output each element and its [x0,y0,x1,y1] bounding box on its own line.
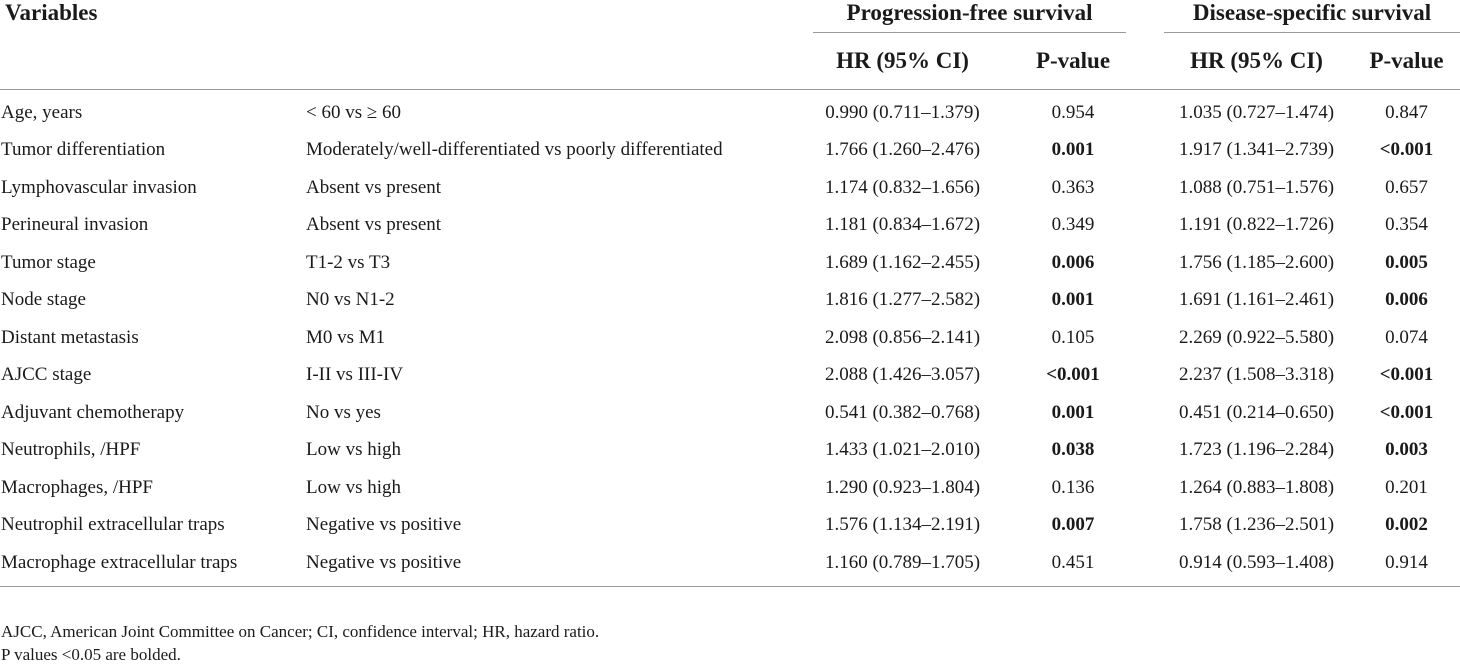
dss-pvalue-cell: 0.847 [1385,101,1428,123]
pfs-hr-cell: 2.088 (1.426–3.057) [824,364,981,386]
pfs-pvalue-cell: 0.363 [1051,176,1095,198]
comparison-cell: No vs yes [306,401,381,423]
comparison-cell: Absent vs present [306,176,442,198]
variable-cell: Lymphovascular invasion [1,176,197,198]
table-footnotes [1,620,599,666]
gap-cell [1128,357,1164,395]
dss-pvalue-cell: 0.201 [1385,476,1428,498]
abbreviations-footnote: AJCC, American Joint Committee on Cancer; CI, confidence interval; HR, hazard ratio. [1,622,600,641]
gap-cell [1128,244,1164,282]
pfs-group-header [805,0,1128,33]
dss-group-label: Disease-specific survival [1164,0,1460,33]
pfs-pvalue-cell: 0.006 [1051,251,1095,273]
blank-header-cell [0,33,300,90]
dss-hr-cell: 0.914 (0.593–1.408) [1164,544,1349,586]
gap-cell [1128,394,1164,432]
pfs-hr-cell: 1.181 (0.834–1.672) [824,214,981,236]
comparison-cell: N0 vs N1-2 [306,289,395,311]
comparison-cell: Moderately/well-differentiated vs poorly differentiated [306,139,723,161]
pfs-hr-cell: 1.576 (1.134–2.191) [824,514,981,536]
dss-hr-cell: 1.088 (0.751–1.576) [1178,176,1335,198]
variable-cell: Age, years [1,101,83,123]
pfs-hr-header: HR (95% CI) [805,33,1000,90]
header-row-groups [0,0,1460,33]
dss-pvalue-cell: 0.006 [1385,289,1428,311]
pfs-pvalue-cell: 0.001 [1051,401,1095,423]
header-gap [1128,33,1164,90]
pfs-hr-cell: 2.098 (0.856–2.141) [824,326,981,348]
dss-pvalue-cell: 0.002 [1385,514,1428,536]
variable-cell: Perineural invasion [1,214,149,236]
pfs-pvalue-cell: 0.349 [1051,214,1095,236]
table-row [0,244,1460,282]
gap-cell [1128,469,1164,507]
pfs-hr-cell: 1.433 (1.021–2.010) [824,439,981,461]
table-row [0,357,1460,395]
dss-pvalue-cell: <0.001 [1379,139,1434,161]
comparison-cell: M0 vs M1 [306,326,386,348]
table-row [0,90,1460,132]
dss-pvalue-cell: <0.001 [1379,364,1434,386]
table-row [0,469,1460,507]
gap-cell [1128,544,1164,586]
pfs-pvalue-header: P-value [1000,33,1128,90]
header-row-columns [0,33,1460,90]
pfs-hr-cell: 0.541 (0.382–0.768) [824,401,981,423]
pfs-group-label: Progression-free survival [813,0,1126,33]
blank-header-cell [300,33,805,90]
table-row [0,207,1460,245]
pfs-hr-cell: 0.990 (0.711–1.379) [825,101,980,123]
dss-hr-cell: 0.451 (0.214–0.650) [1178,401,1335,423]
table-row [0,132,1460,170]
comparison-cell: Negative vs positive [306,514,462,536]
dss-hr-cell: 1.758 (1.236–2.501) [1178,514,1335,536]
comparison-cell: Absent vs present [306,214,442,236]
dss-hr-cell: 1.691 (1.161–2.461) [1178,289,1335,311]
pfs-pvalue-cell: 0.007 [1051,514,1095,536]
dss-pvalue-cell: 0.914 [1349,544,1460,586]
gap-cell [1128,432,1164,470]
variable-cell: Neutrophils, /HPF [1,439,141,461]
variable-cell: Adjuvant chemotherapy [1,401,185,423]
variable-cell: Macrophages, /HPF [1,476,153,498]
dss-hr-cell: 1.264 (0.883–1.808) [1178,476,1335,498]
variable-cell: AJCC stage [1,364,92,386]
dss-pvalue-header: P-value [1349,33,1460,90]
dss-hr-cell: 1.723 (1.196–2.284) [1178,439,1335,461]
dss-pvalue-cell: 0.074 [1385,326,1428,348]
gap-cell [1128,169,1164,207]
dss-pvalue-cell: 0.003 [1385,439,1428,461]
dss-hr-cell: 1.756 (1.185–2.600) [1178,251,1335,273]
variable-cell: Tumor differentiation [1,139,166,161]
comparison-cell: Low vs high [306,476,401,498]
pfs-hr-cell: 1.766 (1.260–2.476) [824,139,981,161]
pfs-hr-cell: 1.290 (0.923–1.804) [824,476,981,498]
gap-cell [1128,207,1164,245]
table-row [0,432,1460,470]
variable-cell: Node stage [1,289,86,311]
dss-hr-cell: 1.917 (1.341–2.739) [1178,139,1335,161]
gap-cell [1128,319,1164,357]
gap-cell [1128,132,1164,170]
header-gap [1128,0,1164,33]
dss-pvalue-cell: <0.001 [1379,401,1434,423]
gap-cell [1128,282,1164,320]
table-row [0,507,1460,545]
pfs-pvalue-cell: 0.954 [1051,101,1095,123]
pfs-hr-cell: 1.160 (0.789–1.705) [805,544,1000,586]
dss-pvalue-cell: 0.657 [1385,176,1428,198]
variable-cell: Tumor stage [1,251,96,273]
comparison-cell: Negative vs positive [300,544,805,586]
dss-hr-cell: 1.191 (0.822–1.726) [1178,214,1335,236]
dss-hr-cell: 2.269 (0.922–5.580) [1178,326,1335,348]
comparison-cell: I-II vs III-IV [306,364,404,386]
dss-hr-header: HR (95% CI) [1164,33,1349,90]
dss-pvalue-cell: 0.005 [1385,251,1428,273]
table-body [0,90,1460,587]
pfs-pvalue-cell: <0.001 [1046,364,1100,386]
table-row [0,544,1460,586]
gap-cell [1128,90,1164,132]
pfs-pvalue-cell: 0.001 [1051,289,1095,311]
pfs-pvalue-cell: 0.105 [1051,326,1095,348]
variable-cell: Macrophage extracellular traps [0,544,300,586]
variable-cell: Neutrophil extracellular traps [1,514,225,536]
variable-cell: Distant metastasis [1,326,139,348]
comparison-cell: Low vs high [306,439,401,461]
table-row [0,169,1460,207]
pfs-pvalue-cell: 0.001 [1051,139,1095,161]
variables-header: Variables [5,0,98,25]
pfs-pvalue-cell: 0.136 [1051,476,1095,498]
dss-hr-cell: 1.035 (0.727–1.474) [1178,101,1335,123]
dss-hr-cell: 2.237 (1.508–3.318) [1178,364,1335,386]
table-row [0,394,1460,432]
comparison-cell: T1-2 vs T3 [306,251,391,273]
pfs-hr-cell: 1.174 (0.832–1.656) [824,176,981,198]
pfs-pvalue-cell: 0.451 [1000,544,1128,586]
comparison-cell: < 60 vs ≥ 60 [306,101,402,123]
gap-cell [1128,507,1164,545]
table-row [0,319,1460,357]
table-row [0,282,1460,320]
pfs-pvalue-cell: 0.038 [1051,439,1095,461]
pfs-hr-cell: 1.689 (1.162–2.455) [824,251,981,273]
dss-pvalue-cell: 0.354 [1385,214,1428,236]
dss-group-header [1164,0,1460,33]
pfs-hr-cell: 1.816 (1.277–2.582) [824,289,981,311]
bold-footnote: P values <0.05 are bolded. [1,645,181,664]
